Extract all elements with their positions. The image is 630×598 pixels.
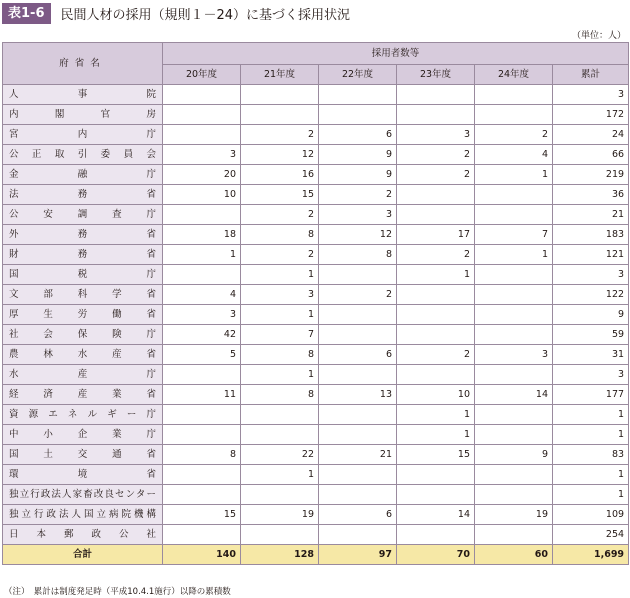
ministry-name: 人事院: [3, 85, 163, 105]
table-cell: [241, 105, 319, 125]
table-row: [3, 265, 629, 285]
table-cell: 19: [241, 505, 319, 525]
recruitment-table: [2, 42, 629, 565]
table-cell: 2: [241, 245, 319, 265]
table-cell: [319, 305, 397, 325]
table-cell: 1: [241, 465, 319, 485]
table-cell: 13: [319, 385, 397, 405]
ministry-name: 法務省: [3, 185, 163, 205]
ministry-name: 文部科学省: [3, 285, 163, 305]
table-cell: 6: [319, 505, 397, 525]
total-cell: 140: [163, 545, 241, 565]
ministry-name: 経済産業省: [3, 385, 163, 405]
table-cell: 3: [319, 205, 397, 225]
table-cell: 1: [475, 165, 553, 185]
table-cell: [397, 485, 475, 505]
ministry-name: 日本郵政公社: [3, 525, 163, 545]
total-cell: 128: [241, 545, 319, 565]
ministry-name: 外務省: [3, 225, 163, 245]
table-cell: 1: [397, 265, 475, 285]
ministry-name: 国税庁: [3, 265, 163, 285]
table-cell: 8: [319, 245, 397, 265]
table-cell: 172: [553, 105, 629, 125]
ministry-name: 資源エネルギー庁: [3, 405, 163, 425]
footnote: （注） 累計は制度発足時（平成10.4.1施行）以降の累積数: [4, 587, 231, 597]
ministry-header-label: 府省名: [59, 58, 106, 69]
table-cell: 122: [553, 285, 629, 305]
table-cell: [241, 485, 319, 505]
ministry-name: 厚生労働省: [3, 305, 163, 325]
table-cell: 9: [553, 305, 629, 325]
ministry-name: 公正取引委員会: [3, 145, 163, 165]
table-cell: [475, 185, 553, 205]
table-cell: [397, 105, 475, 125]
table-cell: [163, 525, 241, 545]
table-cell: [241, 425, 319, 445]
column-header-5: 累計: [553, 65, 629, 85]
total-cell: 70: [397, 545, 475, 565]
table-cell: [163, 125, 241, 145]
table-cell: 10: [163, 185, 241, 205]
ministry-name: 国土交通省: [3, 445, 163, 465]
table-cell: [397, 85, 475, 105]
table-cell: 183: [553, 225, 629, 245]
table-cell: 1: [397, 405, 475, 425]
table-cell: [397, 205, 475, 225]
table-cell: 19: [475, 505, 553, 525]
table-cell: 9: [319, 145, 397, 165]
table-cell: 3: [241, 285, 319, 305]
table-cell: [241, 525, 319, 545]
table-cell: 17: [397, 225, 475, 245]
ministry-name: 中小企業庁: [3, 425, 163, 445]
table-cell: [475, 85, 553, 105]
table-row: [3, 505, 629, 525]
table-cell: 121: [553, 245, 629, 265]
table-cell: [319, 525, 397, 545]
table-cell: 12: [319, 225, 397, 245]
ministry-name: 独立行政法人国立病院機構: [3, 505, 163, 525]
total-label: 合計: [3, 545, 163, 565]
table-row: [3, 385, 629, 405]
table-cell: [475, 205, 553, 225]
table-cell: 21: [553, 205, 629, 225]
ministry-name: 財務省: [3, 245, 163, 265]
table-cell: 254: [553, 525, 629, 545]
table-cell: [475, 465, 553, 485]
table-cell: 8: [241, 385, 319, 405]
table-cell: 1: [553, 485, 629, 505]
ministry-name: 金融庁: [3, 165, 163, 185]
table-cell: 4: [475, 145, 553, 165]
table-cell: [475, 525, 553, 545]
table-cell: 15: [163, 505, 241, 525]
table-cell: 1: [241, 365, 319, 385]
table-row: [3, 105, 629, 125]
table-cell: 6: [319, 345, 397, 365]
table-row: [3, 365, 629, 385]
table-cell: 2: [475, 125, 553, 145]
table-cell: [163, 85, 241, 105]
table-cell: 2: [319, 185, 397, 205]
table-cell: 14: [475, 385, 553, 405]
table-cell: [475, 405, 553, 425]
table-cell: [397, 525, 475, 545]
column-header-1: 21年度: [241, 65, 319, 85]
table-cell: [475, 305, 553, 325]
table-cell: [319, 265, 397, 285]
table-cell: 2: [397, 145, 475, 165]
table-cell: [397, 185, 475, 205]
table-cell: 59: [553, 325, 629, 345]
table-cell: [163, 265, 241, 285]
table-cell: 1: [163, 245, 241, 265]
table-row: [3, 425, 629, 445]
table-cell: 2: [397, 245, 475, 265]
table-cell: [475, 365, 553, 385]
table-row: [3, 165, 629, 185]
total-cell: 1,699: [553, 545, 629, 565]
table-cell: [163, 365, 241, 385]
table-cell: [319, 85, 397, 105]
table-cell: 16: [241, 165, 319, 185]
table-cell: [163, 105, 241, 125]
table-row: [3, 305, 629, 325]
table-cell: 9: [319, 165, 397, 185]
table-cell: 3: [397, 125, 475, 145]
ministry-name: 農林水産省: [3, 345, 163, 365]
table-cell: 9: [475, 445, 553, 465]
table-cell: 24: [553, 125, 629, 145]
column-header-2: 22年度: [319, 65, 397, 85]
table-cell: [241, 85, 319, 105]
column-header-3: 23年度: [397, 65, 475, 85]
ministry-column-header: [3, 43, 163, 85]
column-header-0: 20年度: [163, 65, 241, 85]
table-cell: [397, 325, 475, 345]
table-cell: [319, 365, 397, 385]
table-cell: [319, 465, 397, 485]
table-row: [3, 225, 629, 245]
table-cell: [163, 425, 241, 445]
table-cell: 66: [553, 145, 629, 165]
table-cell: 4: [163, 285, 241, 305]
ministry-name: 公安調査庁: [3, 205, 163, 225]
ministry-name: 独立行政法人家畜改良センター: [3, 485, 163, 505]
table-cell: 2: [319, 285, 397, 305]
table-cell: 1: [553, 425, 629, 445]
table-row: [3, 205, 629, 225]
table-cell: 11: [163, 385, 241, 405]
table-cell: 8: [241, 225, 319, 245]
ministry-name: 水産庁: [3, 365, 163, 385]
table-cell: 6: [319, 125, 397, 145]
table-cell: 2: [397, 345, 475, 365]
table-row: [3, 245, 629, 265]
table-cell: 7: [241, 325, 319, 345]
ministry-name: 環境省: [3, 465, 163, 485]
table-cell: [319, 425, 397, 445]
table-cell: [475, 325, 553, 345]
table-cell: 3: [553, 265, 629, 285]
table-cell: 1: [553, 405, 629, 425]
table-cell: 8: [163, 445, 241, 465]
table-cell: 7: [475, 225, 553, 245]
table-row: [3, 325, 629, 345]
table-cell: 3: [163, 305, 241, 325]
table-cell: 18: [163, 225, 241, 245]
table-row: [3, 145, 629, 165]
table-cell: [475, 425, 553, 445]
table-cell: 22: [241, 445, 319, 465]
table-body: [3, 85, 629, 565]
table-cell: [163, 465, 241, 485]
table-cell: [319, 105, 397, 125]
ministry-name: 宮内庁: [3, 125, 163, 145]
table-cell: 2: [241, 125, 319, 145]
table-cell: [475, 485, 553, 505]
table-cell: 1: [553, 465, 629, 485]
table-cell: 1: [241, 265, 319, 285]
group-header: 採用者数等: [163, 43, 629, 65]
table-cell: [163, 405, 241, 425]
table-cell: 3: [163, 145, 241, 165]
ministry-name: 内閣官房: [3, 105, 163, 125]
page-title: 民間人材の採用（規則１－24）に基づく採用状況: [60, 7, 351, 23]
table-row: [3, 465, 629, 485]
column-header-4: 24年度: [475, 65, 553, 85]
table-cell: 5: [163, 345, 241, 365]
table-cell: 1: [397, 425, 475, 445]
table-cell: 42: [163, 325, 241, 345]
table-cell: 3: [475, 345, 553, 365]
ministry-name: 社会保険庁: [3, 325, 163, 345]
table-row: [3, 525, 629, 545]
table-row: [3, 485, 629, 505]
total-cell: 60: [475, 545, 553, 565]
table-cell: [163, 205, 241, 225]
table-cell: [319, 325, 397, 345]
table-cell: 83: [553, 445, 629, 465]
table-cell: [397, 465, 475, 485]
table-cell: 219: [553, 165, 629, 185]
table-row: [3, 125, 629, 145]
table-cell: [397, 365, 475, 385]
table-cell: 15: [241, 185, 319, 205]
table-number-badge: 表1-6: [2, 3, 51, 24]
table-cell: 14: [397, 505, 475, 525]
table-cell: 3: [553, 85, 629, 105]
table-row: [3, 445, 629, 465]
table-cell: 20: [163, 165, 241, 185]
table-row: [3, 405, 629, 425]
table-cell: [475, 265, 553, 285]
table-row: [3, 185, 629, 205]
table-cell: [475, 105, 553, 125]
table-cell: 1: [241, 305, 319, 325]
table-cell: 177: [553, 385, 629, 405]
table-cell: [319, 485, 397, 505]
table-row: [3, 85, 629, 105]
table-cell: [163, 485, 241, 505]
table-cell: 2: [397, 165, 475, 185]
table-cell: 36: [553, 185, 629, 205]
unit-label: （単位：人）: [571, 31, 626, 41]
table-cell: 1: [475, 245, 553, 265]
table-cell: [319, 405, 397, 425]
table-cell: 109: [553, 505, 629, 525]
table-cell: [241, 405, 319, 425]
table-cell: 2: [241, 205, 319, 225]
table-row: [3, 285, 629, 305]
table-cell: [397, 285, 475, 305]
title-bar: [2, 2, 350, 24]
total-row: [3, 545, 629, 565]
table-cell: 10: [397, 385, 475, 405]
table-cell: 3: [553, 365, 629, 385]
table-cell: [475, 285, 553, 305]
total-cell: 97: [319, 545, 397, 565]
table-cell: 12: [241, 145, 319, 165]
table-row: [3, 345, 629, 365]
table-cell: 15: [397, 445, 475, 465]
table-cell: 31: [553, 345, 629, 365]
table-cell: 21: [319, 445, 397, 465]
table-cell: [397, 305, 475, 325]
table-cell: 8: [241, 345, 319, 365]
